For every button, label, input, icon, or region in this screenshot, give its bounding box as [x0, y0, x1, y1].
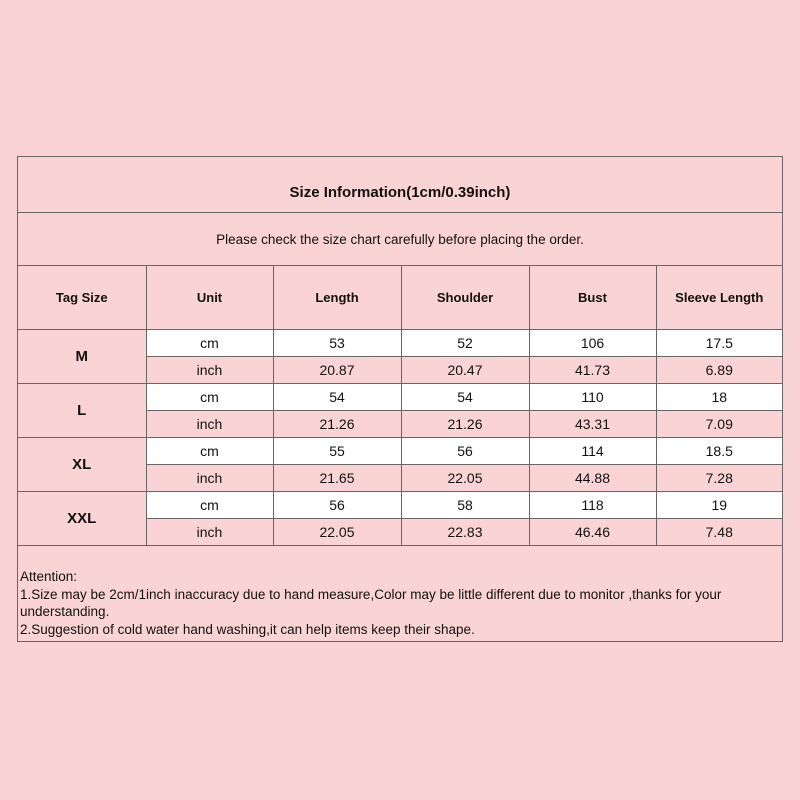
unit-cell: cm	[146, 492, 273, 519]
length-cell: 55	[273, 438, 401, 465]
attention-heading: Attention:	[20, 569, 78, 584]
unit-cell: cm	[146, 384, 273, 411]
unit-cell: inch	[146, 465, 273, 492]
table-row	[18, 330, 782, 357]
header-tag-size: Tag Size	[18, 266, 146, 330]
header-sleeve-length: Sleeve Length	[656, 266, 782, 330]
bust-cell: 118	[529, 492, 656, 519]
chart-title: Size Information(1cm/0.39inch)	[18, 157, 782, 213]
length-cell: 21.65	[273, 465, 401, 492]
attention-line-1-continued: understanding.	[20, 604, 110, 619]
length-cell: 20.87	[273, 357, 401, 384]
length-cell: 54	[273, 384, 401, 411]
size-table	[18, 266, 782, 546]
length-cell: 53	[273, 330, 401, 357]
unit-cell: cm	[146, 438, 273, 465]
shoulder-cell: 54	[401, 384, 529, 411]
table-row	[18, 384, 782, 411]
table-header-row	[18, 266, 782, 330]
bust-cell: 43.31	[529, 411, 656, 438]
size-label: XL	[18, 438, 146, 492]
sleeve-cell: 7.28	[656, 465, 782, 492]
sleeve-cell: 18.5	[656, 438, 782, 465]
length-cell: 22.05	[273, 519, 401, 546]
sleeve-cell: 17.5	[656, 330, 782, 357]
attention-notes	[18, 568, 782, 638]
size-chart	[17, 156, 783, 642]
unit-cell: inch	[146, 357, 273, 384]
shoulder-cell: 22.83	[401, 519, 529, 546]
shoulder-cell: 20.47	[401, 357, 529, 384]
bust-cell: 44.88	[529, 465, 656, 492]
unit-cell: inch	[146, 411, 273, 438]
sleeve-cell: 18	[656, 384, 782, 411]
header-bust: Bust	[529, 266, 656, 330]
sleeve-cell: 7.09	[656, 411, 782, 438]
bust-cell: 41.73	[529, 357, 656, 384]
shoulder-cell: 52	[401, 330, 529, 357]
shoulder-cell: 58	[401, 492, 529, 519]
sleeve-cell: 7.48	[656, 519, 782, 546]
header-length: Length	[273, 266, 401, 330]
header-unit: Unit	[146, 266, 273, 330]
size-label: XXL	[18, 492, 146, 546]
attention-line-2: 2.Suggestion of cold water hand washing,it can help items keep their shape.	[20, 621, 475, 637]
header-shoulder: Shoulder	[401, 266, 529, 330]
size-label: M	[18, 330, 146, 384]
length-cell: 56	[273, 492, 401, 519]
bust-cell: 46.46	[529, 519, 656, 546]
shoulder-cell: 22.05	[401, 465, 529, 492]
bust-cell: 110	[529, 384, 656, 411]
length-cell: 21.26	[273, 411, 401, 438]
attention-line-1: 1.Size may be 2cm/1inch inaccuracy due to hand measure,Color may be little different due to monitor ,thanks for your	[20, 586, 722, 602]
bust-cell: 114	[529, 438, 656, 465]
table-row	[18, 438, 782, 465]
unit-cell: cm	[146, 330, 273, 357]
unit-cell: inch	[146, 519, 273, 546]
table-row	[18, 492, 782, 519]
shoulder-cell: 21.26	[401, 411, 529, 438]
shoulder-cell: 56	[401, 438, 529, 465]
sleeve-cell: 19	[656, 492, 782, 519]
chart-notice: Please check the size chart carefully before placing the order.	[18, 213, 782, 266]
sleeve-cell: 6.89	[656, 357, 782, 384]
size-label: L	[18, 384, 146, 438]
bust-cell: 106	[529, 330, 656, 357]
